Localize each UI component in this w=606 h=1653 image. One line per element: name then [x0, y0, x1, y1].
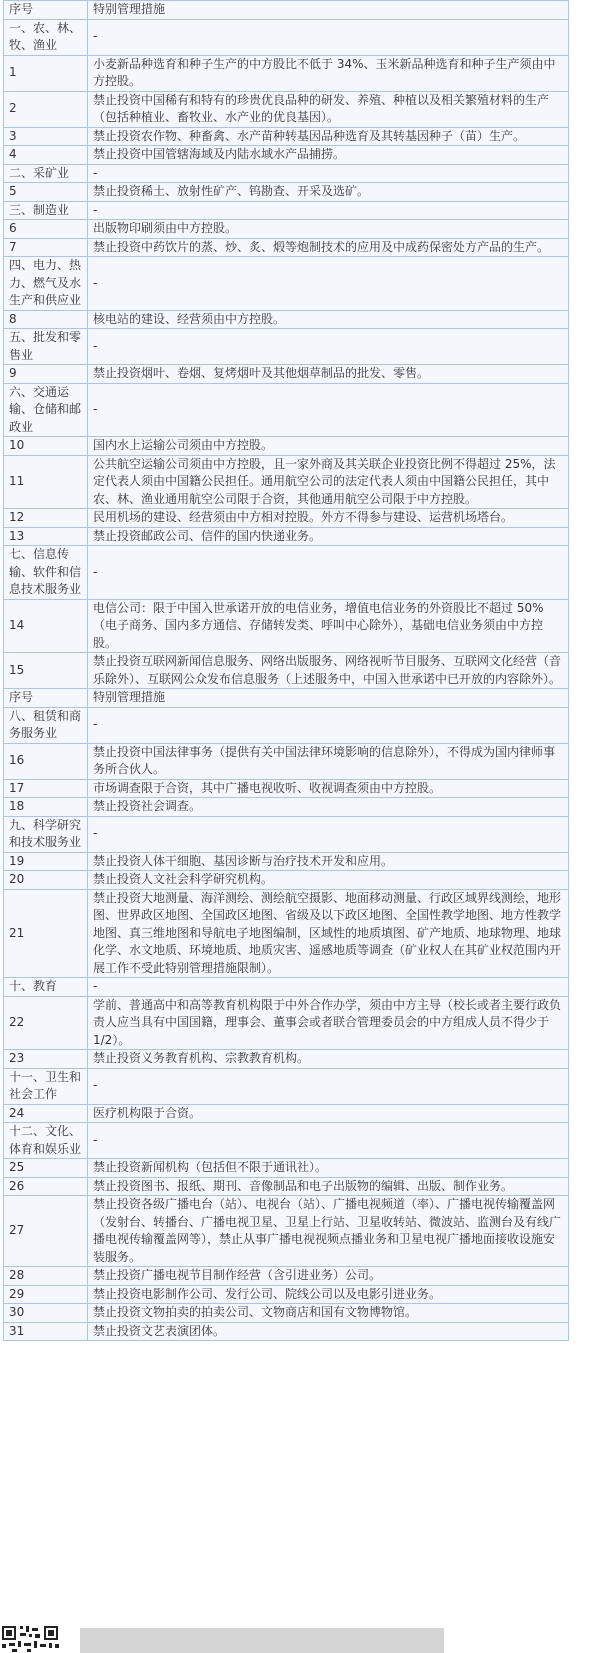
- measure-cell: 禁止投资中国稀有和特有的珍贵优良品种的研发、养殖、种植以及相关繁殖材料的生产（包括种植业、畜牧业、水产业的优良基因）。: [88, 91, 569, 127]
- row-number-cell: 29: [4, 1285, 88, 1304]
- measure-cell: -: [88, 201, 569, 220]
- row-number-cell: 27: [4, 1196, 88, 1267]
- row-number-cell: 五、批发和零售业: [4, 329, 88, 365]
- table-row: [4, 1104, 569, 1123]
- table-row: [4, 127, 569, 146]
- row-number-cell: 十、教育: [4, 978, 88, 997]
- measure-cell: 禁止投资烟叶、卷烟、复烤烟叶及其他烟草制品的批发、零售。: [88, 365, 569, 384]
- measure-cell: 禁止投资中药饮片的蒸、炒、炙、煅等炮制技术的应用及中成药保密处方产品的生产。: [88, 238, 569, 257]
- table-body: [4, 1, 569, 1341]
- measure-cell: -: [88, 19, 569, 55]
- row-number-cell: 二、采矿业: [4, 164, 88, 183]
- table-row: [4, 19, 569, 55]
- measure-cell: 市场调查限于合资，其中广播电视收听、收视调查须由中方控股。: [88, 779, 569, 798]
- measure-cell: 小麦新品种选育和种子生产的中方股比不低于 34%、玉米新品种选育和种子生产须由中方控股。: [88, 55, 569, 91]
- row-number-cell: 3: [4, 127, 88, 146]
- measure-cell: 国内水上运输公司须由中方控股。: [88, 437, 569, 456]
- table-row: [4, 164, 569, 183]
- table-row: [4, 55, 569, 91]
- row-number-cell: 5: [4, 183, 88, 202]
- row-number-cell: 24: [4, 1104, 88, 1123]
- row-number-cell: 26: [4, 1177, 88, 1196]
- row-number-cell: 序号: [4, 1, 88, 20]
- row-number-cell: 21: [4, 889, 88, 978]
- row-number-cell: 14: [4, 599, 88, 653]
- table-row: [4, 329, 569, 365]
- row-number-cell: 19: [4, 852, 88, 871]
- measure-cell: 医疗机构限于合资。: [88, 1104, 569, 1123]
- table-row: [4, 1285, 569, 1304]
- measure-cell: 出版物印刷须由中方控股。: [88, 220, 569, 239]
- row-number-cell: 17: [4, 779, 88, 798]
- measure-cell: -: [88, 164, 569, 183]
- measure-cell: 禁止投资社会调查。: [88, 798, 569, 817]
- table-row: [4, 1159, 569, 1178]
- table-row: [4, 455, 569, 509]
- table-row: [4, 852, 569, 871]
- row-number-cell: 12: [4, 509, 88, 528]
- measure-cell: 禁止投资广播电视节目制作经营（含引进业务）公司。: [88, 1267, 569, 1286]
- measure-cell: 禁止投资各级广播电台（站）、电视台（站）、广播电视频道（率）、广播电视传输覆盖网（发射台、转播台、广播电视卫星、卫星上行站、卫星收转站、微波站、监测台及有线广播电视传输覆盖网等），禁止从事广播电视视频点播业务和卫星电视广播地面接收设施安装服务。: [88, 1196, 569, 1267]
- table-row: [4, 798, 569, 817]
- row-number-cell: 十一、卫生和社会工作: [4, 1068, 88, 1104]
- measure-cell: 禁止投资中国管辖海域及内陆水域水产品捕捞。: [88, 146, 569, 165]
- measure-cell: -: [88, 383, 569, 437]
- table-row: [4, 546, 569, 600]
- table-row: [4, 365, 569, 384]
- table-row: [4, 1304, 569, 1323]
- measure-cell: 电信公司：限于中国入世承诺开放的电信业务，增值电信业务的外资股比不超过 50%（电子商务、国内多方通信、存储转发类、呼叫中心除外），基础电信业务须由中方控股。: [88, 599, 569, 653]
- row-number-cell: 九、科学研究和技术服务业: [4, 816, 88, 852]
- table-row: [4, 183, 569, 202]
- measure-cell: 禁止投资稀土、放射性矿产、钨勘查、开采及选矿。: [88, 183, 569, 202]
- measure-cell: 禁止投资中国法律事务（提供有关中国法律环境影响的信息除外），不得成为国内律师事务所合伙人。: [88, 743, 569, 779]
- measure-cell: -: [88, 707, 569, 743]
- table-row: [4, 743, 569, 779]
- table-row: [4, 220, 569, 239]
- row-number-cell: 25: [4, 1159, 88, 1178]
- row-number-cell: 31: [4, 1322, 88, 1341]
- table-row: [4, 383, 569, 437]
- measure-cell: -: [88, 329, 569, 365]
- row-number-cell: 23: [4, 1050, 88, 1069]
- row-number-cell: 2: [4, 91, 88, 127]
- table-row: [4, 779, 569, 798]
- row-number-cell: 18: [4, 798, 88, 817]
- measure-cell: 禁止投资人文社会科学研究机构。: [88, 871, 569, 890]
- measure-cell: -: [88, 1123, 569, 1159]
- table-row: [4, 653, 569, 689]
- measure-cell: 学前、普通高中和高等教育机构限于中外合作办学，须由中方主导（校长或者主要行政负责人应当具有中国国籍，理事会、董事会或者联合管理委员会的中方组成人员不得少于 1/2）。: [88, 996, 569, 1050]
- row-number-cell: 7: [4, 238, 88, 257]
- measure-cell: 禁止投资人体干细胞、基因诊断与治疗技术开发和应用。: [88, 852, 569, 871]
- table-row: [4, 146, 569, 165]
- measure-cell: 禁止投资邮政公司、信件的国内快递业务。: [88, 527, 569, 546]
- measures-table: [3, 0, 569, 1341]
- table-row: [4, 1, 569, 20]
- measure-cell: -: [88, 257, 569, 311]
- row-number-cell: 4: [4, 146, 88, 165]
- row-number-cell: 1: [4, 55, 88, 91]
- measure-cell: 民用机场的建设、经营须由中方相对控股。外方不得参与建设、运营机场塔台。: [88, 509, 569, 528]
- row-number-cell: 六、交通运输、仓储和邮政业: [4, 383, 88, 437]
- table-row: [4, 889, 569, 978]
- measure-cell: 特别管理措施: [88, 689, 569, 708]
- row-number-cell: 8: [4, 310, 88, 329]
- measure-cell: 禁止投资义务教育机构、宗教教育机构。: [88, 1050, 569, 1069]
- qr-code-icon: [0, 1623, 62, 1653]
- table-row: [4, 1050, 569, 1069]
- table-row: [4, 1196, 569, 1267]
- table-row: [4, 689, 569, 708]
- measure-cell: -: [88, 1068, 569, 1104]
- measure-cell: 禁止投资图书、报纸、期刊、音像制品和电子出版物的编辑、出版、制作业务。: [88, 1177, 569, 1196]
- row-number-cell: 11: [4, 455, 88, 509]
- measure-cell: -: [88, 978, 569, 997]
- row-number-cell: 9: [4, 365, 88, 384]
- row-number-cell: 四、电力、热力、燃气及水生产和供应业: [4, 257, 88, 311]
- row-number-cell: 6: [4, 220, 88, 239]
- measure-cell: 禁止投资农作物、种畜禽、水产苗种转基因品种选育及其转基因种子（苗）生产。: [88, 127, 569, 146]
- table-row: [4, 996, 569, 1050]
- table-row: [4, 91, 569, 127]
- row-number-cell: 28: [4, 1267, 88, 1286]
- table-row: [4, 978, 569, 997]
- measure-cell: 禁止投资新闻机构（包括但不限于通讯社）。: [88, 1159, 569, 1178]
- measure-cell: 公共航空运输公司须由中方控股，且一家外商及其关联企业投资比例不得超过 25%，法定代表人须由中国籍公民担任。通用航空公司的法定代表人须由中国籍公民担任，其中农、林、渔业通用航空公司限于合资，其他通用航空公司限于中方控股。: [88, 455, 569, 509]
- measure-cell: 核电站的建设、经营须由中方控股。: [88, 310, 569, 329]
- row-number-cell: 15: [4, 653, 88, 689]
- row-number-cell: 八、租赁和商务服务业: [4, 707, 88, 743]
- row-number-cell: 七、信息传输、软件和信息技术服务业: [4, 546, 88, 600]
- table-row: [4, 1123, 569, 1159]
- row-number-cell: 序号: [4, 689, 88, 708]
- footer-bar: [80, 1628, 444, 1653]
- table-row: [4, 816, 569, 852]
- measure-cell: 禁止投资文物拍卖的拍卖公司、文物商店和国有文物博物馆。: [88, 1304, 569, 1323]
- table-row: [4, 257, 569, 311]
- measure-cell: -: [88, 546, 569, 600]
- table-row: [4, 509, 569, 528]
- table-row: [4, 871, 569, 890]
- row-number-cell: 十二、文化、体育和娱乐业: [4, 1123, 88, 1159]
- row-number-cell: 20: [4, 871, 88, 890]
- measure-cell: 禁止投资大地测量、海洋测绘、测绘航空摄影、地面移动测量、行政区域界线测绘，地形图、世界政区地图、全国政区地图、省级及以下政区地图、全国性教学地图、地方性教学地图、真三维地图和导航电子地图编制，区域性的地质填图、矿产地质、地球物理、地球化学、水文地质、环境地质、地质灾害、遥感地质等调查（矿业权人在其矿业权范围内开展工作不受此特别管理措施限制）。: [88, 889, 569, 978]
- measure-cell: -: [88, 816, 569, 852]
- table-row: [4, 1068, 569, 1104]
- row-number-cell: 一、农、林、牧、渔业: [4, 19, 88, 55]
- table-row: [4, 310, 569, 329]
- table-row: [4, 238, 569, 257]
- table-row: [4, 201, 569, 220]
- measure-cell: 禁止投资电影制作公司、发行公司、院线公司以及电影引进业务。: [88, 1285, 569, 1304]
- row-number-cell: 三、制造业: [4, 201, 88, 220]
- table-row: [4, 527, 569, 546]
- table-row: [4, 437, 569, 456]
- table-row: [4, 707, 569, 743]
- row-number-cell: 22: [4, 996, 88, 1050]
- measure-cell: 禁止投资文艺表演团体。: [88, 1322, 569, 1341]
- row-number-cell: 30: [4, 1304, 88, 1323]
- table-row: [4, 1322, 569, 1341]
- row-number-cell: 10: [4, 437, 88, 456]
- row-number-cell: 16: [4, 743, 88, 779]
- table-row: [4, 1177, 569, 1196]
- measure-cell: 特别管理措施: [88, 1, 569, 20]
- table-row: [4, 1267, 569, 1286]
- table-row: [4, 599, 569, 653]
- measure-cell: 禁止投资互联网新闻信息服务、网络出版服务、网络视听节目服务、互联网文化经营（音乐除外）、互联网公众发布信息服务（上述服务中，中国入世承诺中已开放的内容除外）。: [88, 653, 569, 689]
- row-number-cell: 13: [4, 527, 88, 546]
